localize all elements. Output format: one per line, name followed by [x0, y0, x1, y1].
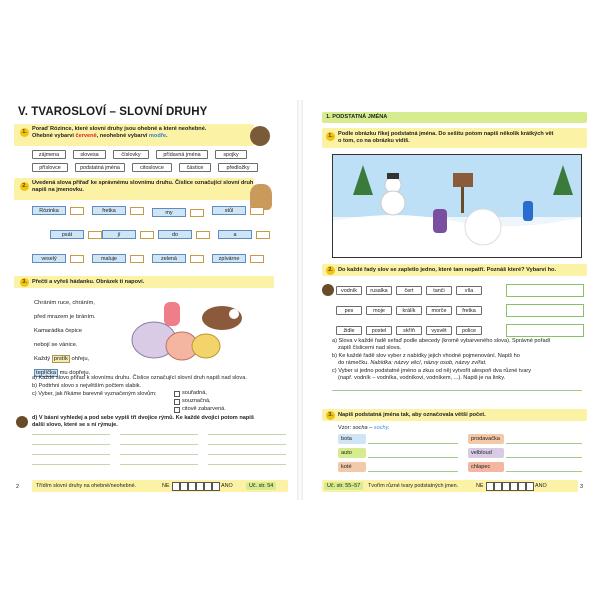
answer-line[interactable]	[208, 464, 286, 465]
gloves-and-ferret-illustration	[114, 296, 254, 368]
mole-character-image	[250, 126, 270, 146]
word-box[interactable]: spojky	[215, 150, 247, 159]
word-box[interactable]: tanči	[426, 286, 452, 295]
word-box[interactable]: částice	[179, 163, 211, 172]
plural-exercise	[338, 434, 588, 480]
page-title: V. TVAROSLOVÍ – SLOVNÍ DRUHY	[18, 106, 208, 118]
self-assessment-scale[interactable]	[172, 482, 220, 491]
word-box[interactable]: skříň	[396, 326, 422, 335]
no-label: NE	[476, 483, 484, 489]
self-assessment-scale[interactable]	[486, 482, 534, 491]
exercise-number: 3.	[20, 278, 29, 287]
exercise-1-text: Poraď Rózince, které slovní druhy jsou ohebné a které neohebné. Ohebné vybarvi červeně, neohebné vybarvi modře.	[32, 126, 207, 140]
textbook-reference: Uč. str. 54	[246, 482, 276, 490]
winter-scene-image	[332, 154, 582, 258]
name-tag-box[interactable]	[130, 207, 144, 215]
word-box[interactable]: slovesa	[73, 150, 106, 159]
word-box[interactable]: zájmena	[32, 150, 66, 159]
scale-box[interactable]	[188, 482, 196, 491]
left-page	[14, 104, 296, 496]
task-b: b) Podtrhni slovo s největším počtem slabik.	[32, 383, 142, 389]
word-box[interactable]: příslovce	[32, 163, 68, 172]
right-page	[304, 104, 586, 496]
word-box[interactable]: číslovky	[113, 150, 149, 159]
option-checkbox[interactable]	[174, 391, 180, 397]
answer-line[interactable]	[120, 444, 198, 445]
scale-box[interactable]	[510, 482, 518, 491]
book-gutter	[297, 100, 303, 500]
scale-box[interactable]	[502, 482, 510, 491]
section-title: 1. PODSTATNÁ JMÉNA	[326, 114, 388, 120]
word-box[interactable]: vysvět	[426, 326, 452, 335]
word-box[interactable]: víla	[456, 286, 482, 295]
scale-box[interactable]	[494, 482, 502, 491]
scale-box[interactable]	[180, 482, 188, 491]
noun-chip: bota	[338, 434, 366, 444]
word-box[interactable]: police	[456, 326, 482, 335]
answer-line[interactable]	[32, 444, 110, 445]
name-tag-box[interactable]	[70, 255, 84, 263]
word-box[interactable]: židle	[336, 326, 362, 335]
name-tag-box[interactable]	[130, 255, 144, 263]
word-card[interactable]: stůl	[212, 206, 246, 215]
word-box[interactable]: čert	[396, 286, 422, 295]
scale-box[interactable]	[212, 482, 220, 491]
name-tag-box[interactable]	[190, 255, 204, 263]
exercise-number: 1.	[326, 132, 335, 141]
name-tag-box[interactable]	[88, 231, 102, 239]
no-label: NE	[162, 483, 170, 489]
word-box[interactable]: přídavná jména	[156, 150, 208, 159]
name-tag-box[interactable]	[196, 231, 210, 239]
word-card[interactable]: maluje	[92, 254, 126, 263]
answer-line[interactable]	[32, 434, 110, 435]
word-box[interactable]: pes	[336, 306, 362, 315]
label-frame[interactable]	[506, 324, 584, 337]
word-box[interactable]: vodník	[336, 286, 362, 295]
word-card[interactable]: my	[152, 208, 186, 217]
word-card[interactable]: psát	[50, 230, 84, 239]
exercise-1-text: Podle obrázku řikej podstatná jména. Do sešitu potom napiš několik krátkých vět o tom, co na obrázku vidíš.	[338, 131, 554, 145]
option-checkbox[interactable]	[174, 407, 180, 413]
exercise-2-text: Uvedená slova přiřaď ke správnému slovnímu druhu. Číslice označující slovní druh napiš na jmenovku.	[32, 180, 254, 194]
task-b: b) Ke každé řadě slov vyber z nabídky jejich vhodné pojmenování. Napiš ho do rámečku. Nabídka: názvy věcí, názvy osob, názvy zvířat.	[332, 353, 520, 367]
option-label: souznačná,	[182, 398, 211, 404]
self-assessment-text: Třídím slovní druhy na ohebné/neohebné.	[36, 483, 137, 489]
noun-chip: chlapec	[468, 462, 504, 472]
answer-line[interactable]	[208, 444, 286, 445]
answer-lines	[32, 434, 287, 474]
task-d: d) V básni vyhledej a pod sebe vypiš tři dvojice rýmů. Ke každé dvojici potom napiš dalši slovo, které se s ní rýmuje.	[32, 415, 254, 429]
word-box[interactable]: králík	[396, 306, 422, 315]
scale-box[interactable]	[204, 482, 212, 491]
exercise-2-text: Do každé řady slov se zapletlo jedno, které tam nepatří. Poznáš které? Vybarvi ho.	[338, 267, 557, 273]
exercise-3-text: Napiš podstatná jména tak, aby označovala větší počet.	[338, 412, 486, 418]
word-row-2	[32, 163, 262, 173]
name-tag-box[interactable]	[250, 255, 264, 263]
yes-label: ANO	[535, 483, 547, 489]
label-frame[interactable]	[506, 304, 584, 317]
textbook-reference: Uč. str. 55–57	[324, 482, 363, 490]
task-c: c) Vyber si jedno podstatné jméno a zkus od něj vytvořit alespoň dva různé tvary (např. vodník – vodníka, vodníkovi, vodníkem, ...). Napiš je na linky.	[332, 368, 532, 382]
word-box[interactable]: moje	[366, 306, 392, 315]
answer-line[interactable]	[32, 454, 110, 455]
word-card[interactable]: veselý	[32, 254, 66, 263]
page-number: 3	[580, 484, 583, 490]
task-a: a) Slova v každé řadě seřaď podle abecedy (kromě vybarveného slova). Správné pořadí zapiš číslicemi nad slova.	[332, 338, 551, 352]
scale-box[interactable]	[526, 482, 534, 491]
riddle-poem: Chráním ruce, chráním, před mrazem je bráním. Kamarádka čepice nebojí se vánice. Každý prstík ohřeju, teplíčka mu dopřeju.	[34, 300, 96, 376]
word-card[interactable]: fretka	[92, 206, 126, 215]
answer-line[interactable]	[368, 471, 458, 472]
answer-line[interactable]	[506, 471, 582, 472]
exercise-number: 2.	[20, 182, 29, 191]
word-cards	[32, 204, 262, 276]
example: Vzor: socha – sochy.	[338, 425, 390, 431]
mole-icon	[322, 284, 334, 296]
noun-chip: auto	[338, 448, 366, 458]
word-box[interactable]: postel	[366, 326, 392, 335]
answer-line[interactable]	[506, 457, 582, 458]
noun-chip: velbloud	[468, 448, 504, 458]
option-label: souřadná,	[182, 390, 207, 396]
scale-box[interactable]	[172, 482, 180, 491]
word-box[interactable]: fretka	[456, 306, 482, 315]
word-card[interactable]: zelená	[152, 254, 186, 263]
scale-box[interactable]	[518, 482, 526, 491]
word-card[interactable]: Rózinka	[32, 206, 66, 215]
answer-line[interactable]	[120, 454, 198, 455]
word-box[interactable]: podstatná jména	[75, 163, 125, 172]
exercise-number: 2.	[326, 266, 335, 275]
answer-line[interactable]	[368, 443, 458, 444]
answer-line[interactable]	[506, 443, 582, 444]
page-number: 2	[16, 484, 19, 490]
task-c: c) Vyber, jak říkáme barevně vyznačeným slovům:	[32, 391, 157, 397]
task-a: a) Každé slovo přiřaď k slovnímu druhu. Číslice označující slovní druh napiš nad slova.	[32, 375, 247, 381]
exercise-number: 1.	[20, 128, 29, 137]
self-assessment-text: Tvořím různé tvary podstatných jmen.	[368, 483, 459, 489]
scale-box[interactable]	[196, 482, 204, 491]
word-box[interactable]: morče	[426, 306, 452, 315]
answer-line[interactable]	[332, 390, 582, 391]
name-tag-box[interactable]	[250, 207, 264, 215]
word-card[interactable]: jí	[102, 230, 136, 239]
answer-line[interactable]	[368, 457, 458, 458]
word-card[interactable]: zpívárne	[212, 254, 246, 263]
exercise-number: 3.	[326, 411, 335, 420]
word-box[interactable]: citoslovce	[132, 163, 172, 172]
word-row-1	[32, 150, 262, 160]
name-tag-box[interactable]	[70, 207, 84, 215]
noun-chip: prodavačka	[468, 434, 504, 444]
name-tag-box[interactable]	[140, 231, 154, 239]
option-checkbox[interactable]	[174, 399, 180, 405]
scale-box[interactable]	[486, 482, 494, 491]
name-tag-box[interactable]	[256, 231, 270, 239]
answer-line[interactable]	[120, 434, 198, 435]
exercise-3-text: Přečti a vyřeš hádanku. Obrázek ti napoví.	[32, 279, 145, 285]
answer-line[interactable]	[32, 464, 110, 465]
answer-line[interactable]	[208, 454, 286, 455]
noun-chip: koté	[338, 462, 366, 472]
option-label: citově zabarvená.	[182, 406, 226, 412]
label-frame[interactable]	[506, 284, 584, 297]
word-box[interactable]: rusalka	[366, 286, 392, 295]
word-card[interactable]: do	[158, 230, 192, 239]
word-rows	[336, 286, 586, 342]
answer-line[interactable]	[120, 464, 198, 465]
name-tag-box[interactable]	[190, 209, 204, 217]
yes-label: ANO	[221, 483, 233, 489]
word-card[interactable]: a	[218, 230, 252, 239]
answer-line[interactable]	[208, 434, 286, 435]
word-box[interactable]: předložky	[218, 163, 258, 172]
mole-icon	[16, 416, 28, 428]
